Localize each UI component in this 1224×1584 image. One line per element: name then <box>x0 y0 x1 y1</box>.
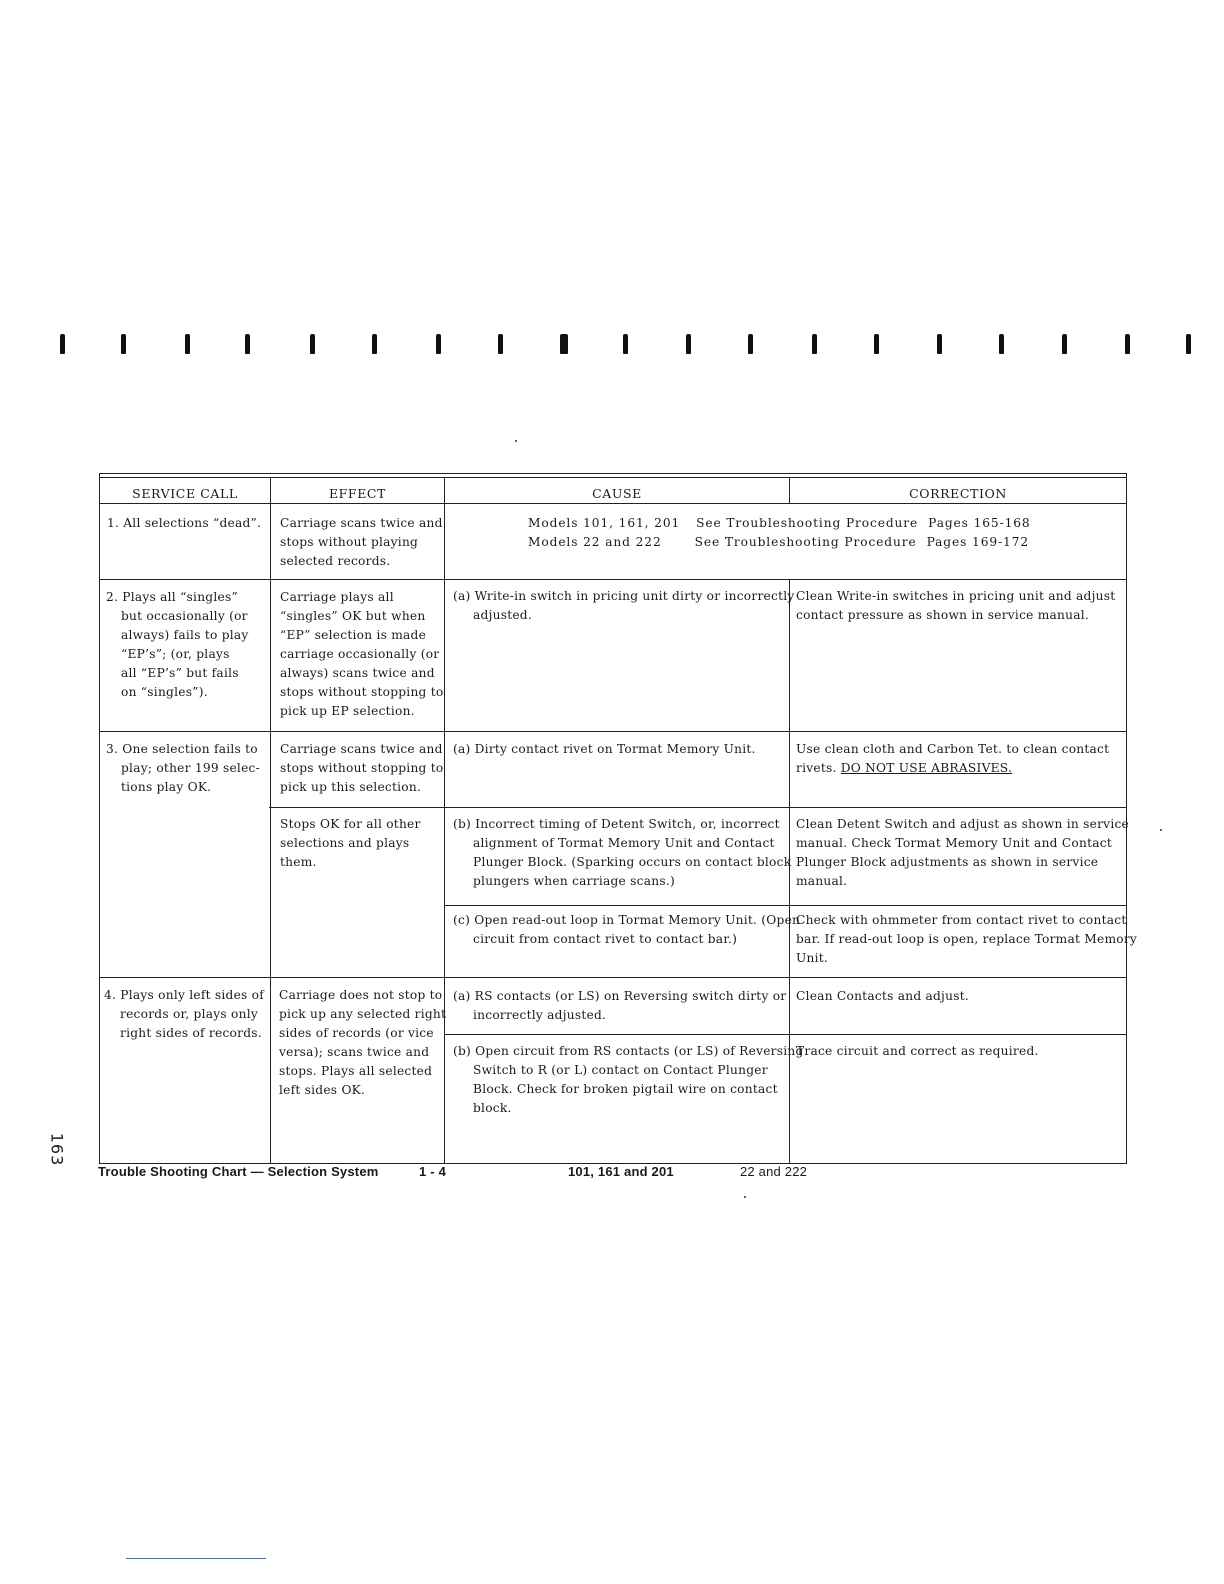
header-cause: CAUSE <box>592 486 642 501</box>
column-divider <box>270 477 271 1164</box>
binder-hole-mark <box>372 334 377 354</box>
row3-effect-b: Stops OK for all other selections and plays them. <box>280 817 421 869</box>
binder-hole-mark <box>498 334 503 354</box>
row3-correction-b: Clean Detent Switch and adjust as shown in service manual. Check Tormat Memory Unit and Contact Plunger Block adjustments as shown in service manual. <box>796 817 1130 888</box>
row3-correction-a: Use clean cloth and Carbon Tet. to clean contact rivets. DO NOT USE ABRASIVES. <box>796 742 1110 775</box>
row2-correction: Clean Write-in switches in pricing unit and adjust contact pressure as shown in service manual. <box>796 589 1116 622</box>
row2-cause: (a) Write-in switch in pricing unit dirty or incorrectly adjusted. <box>453 589 795 622</box>
row3-correction-c: Check with ohmmeter from contact rivet to contact bar. If read-out loop is open, replace Tormat Memory Unit. <box>796 913 1138 965</box>
binder-hole-mark <box>1186 334 1191 354</box>
binder-hole-mark <box>245 334 250 354</box>
row3-effect-a: Carriage scans twice and stops without stopping to pick up this selection. <box>280 742 444 794</box>
row4-service-call: 4. Plays only left sides of records or, plays only right sides of records. <box>104 988 265 1040</box>
row-divider <box>99 731 1127 732</box>
abrasives-warning: DO NOT USE ABRASIVES. <box>840 761 1013 775</box>
header-bottom-rule <box>99 503 1127 504</box>
header-service-call: SERVICE CALL <box>132 486 238 501</box>
blue-rule <box>126 1558 266 1559</box>
row4-effect: Carriage does not stop to pick up any selected right sides of records (or vice versa); scans twice and stops. Plays all selected left sides OK. <box>279 988 447 1097</box>
row4-correction-b: Trace circuit and correct as required. <box>796 1044 1039 1058</box>
row1-effect: Carriage scans twice and stops without playing selected records. <box>280 516 443 568</box>
binder-hole-mark <box>999 334 1004 354</box>
header-effect: EFFECT <box>328 486 387 501</box>
row1-models-reference: Models 101, 161, 201 See Troubleshooting Procedure Pages 165-168 Models 22 and 222 See Troubleshooting Procedure Pages 169-172 <box>528 516 1031 549</box>
row2-service-call: 2. Plays all “singles” but occasionally (or always) fails to play “EP’s”; (or, plays all “EP’s” but fails on “singles”). <box>106 590 249 699</box>
binder-hole-mark <box>812 334 817 354</box>
row-divider <box>444 1034 1127 1035</box>
binder-hole-mark <box>1062 334 1067 354</box>
binder-hole-mark <box>686 334 691 354</box>
binder-hole-mark <box>121 334 126 354</box>
header-top-rule <box>99 477 1127 478</box>
row3-cause-c: (c) Open read-out loop in Tormat Memory Unit. (Open circuit from contact rivet to contact bar.) <box>453 913 801 946</box>
row3-service-call: 3. One selection fails to play; other 199 selec- tions play OK. <box>106 742 260 794</box>
footer-title: Trouble Shooting Chart — Selection System <box>98 1164 379 1179</box>
binder-hole-mark <box>60 334 65 354</box>
row4-cause-b: (b) Open circuit from RS contacts (or LS) of Reversing Switch to R (or L) contact on Contact Plunger Block. Check for broken pigtail wire on contact block. <box>453 1044 804 1115</box>
binder-holes <box>0 330 1224 366</box>
binder-hole-mark <box>937 334 942 354</box>
row1-service-call: 1. All selections “dead”. <box>107 516 262 530</box>
footer-section: 1 - 4 <box>419 1164 447 1179</box>
speck <box>1160 829 1162 831</box>
binder-hole-mark <box>436 334 441 354</box>
row3-cause-b: (b) Incorrect timing of Detent Switch, or, incorrect alignment of Tormat Memory Unit and Contact Plunger Block. (Sparking occurs on contact block plungers when carriage scans.) <box>453 817 792 888</box>
row3-cause-a: (a) Dirty contact rivet on Tormat Memory Unit. <box>453 742 756 756</box>
binder-hole-mark <box>1125 334 1130 354</box>
binder-hole-mark <box>310 334 315 354</box>
row4-correction-a: Clean Contacts and adjust. <box>796 989 969 1003</box>
binder-hole-mark <box>560 334 568 354</box>
binder-hole-mark <box>874 334 879 354</box>
page-number: 163 <box>47 1132 67 1167</box>
footer-models-b: 22 and 222 <box>740 1164 808 1179</box>
row2-effect: Carriage plays all “singles” OK but when “EP” selection is made carriage occasionally (or always) scans twice and stops without stopping to pick up EP selection. <box>280 590 444 718</box>
header-correction: CORRECTION <box>909 486 1007 501</box>
speck <box>744 1196 746 1198</box>
row-divider <box>269 807 1127 808</box>
binder-hole-mark <box>748 334 753 354</box>
binder-hole-mark <box>623 334 628 354</box>
row-divider <box>99 977 1127 978</box>
row4-cause-a: (a) RS contacts (or LS) on Reversing switch dirty or incorrectly adjusted. <box>453 989 787 1022</box>
binder-hole-mark <box>185 334 190 354</box>
speck <box>515 440 517 442</box>
row-divider <box>99 579 1127 580</box>
row-divider <box>444 905 1127 906</box>
footer-models-a: 101, 161 and 201 <box>568 1164 674 1179</box>
